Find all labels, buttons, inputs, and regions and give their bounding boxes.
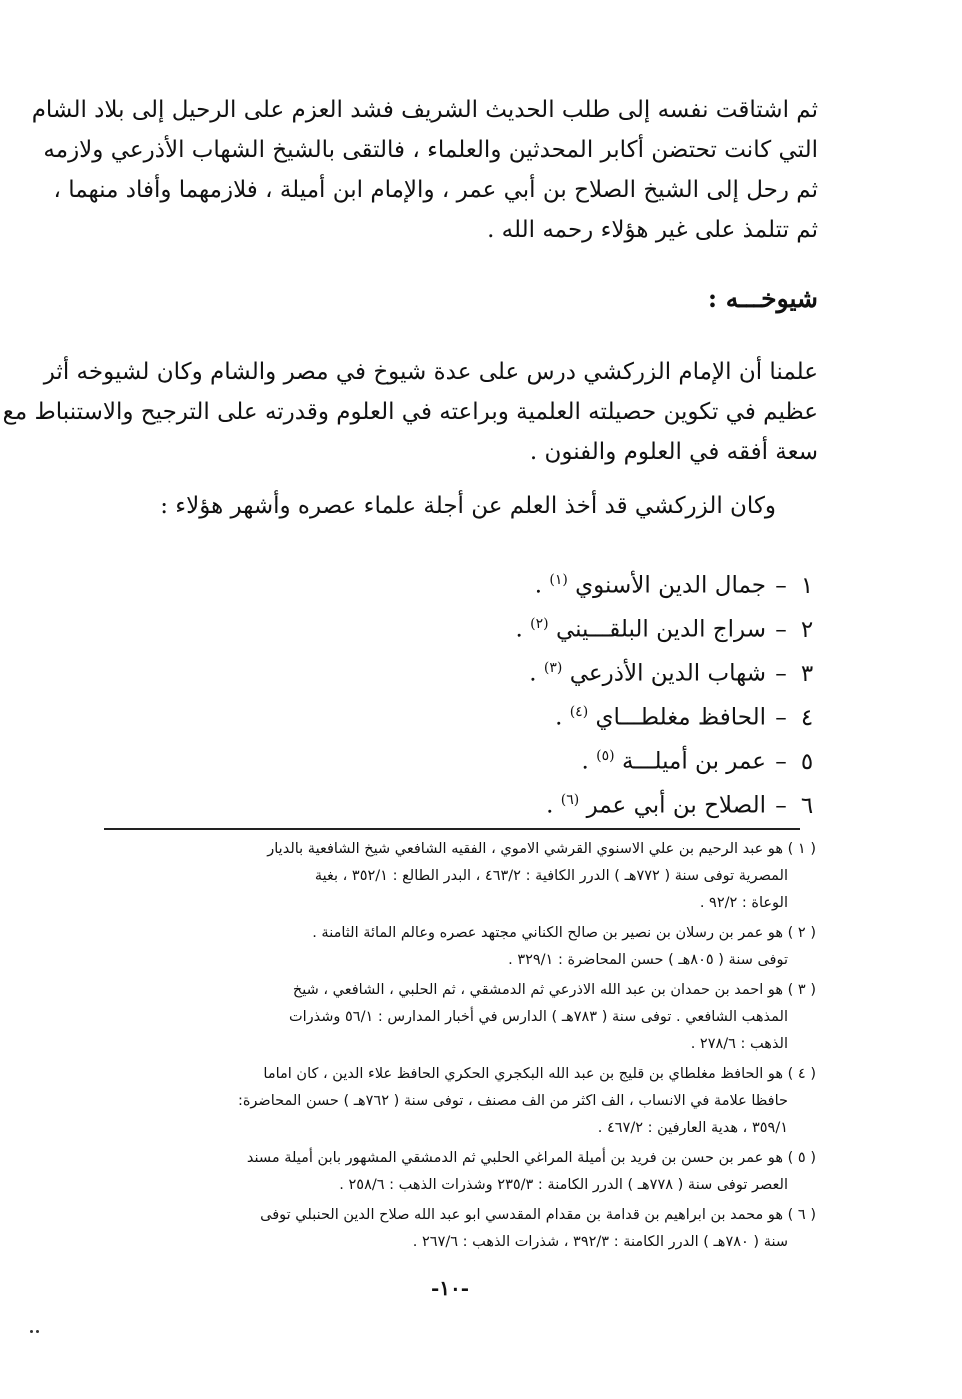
paragraph-line: التي كانت تحتضن أكابر المحدثين والعلماء ، فالتقى بالشيخ الشهاب الأذرعي ولازمه — [43, 137, 818, 163]
footnote-line: حافظا علامة في الانساب ، الف اكثر من الف مصنف ، توفى سنة ( ٧٦٢هـ ) حسن المحاضرة: — [237, 1093, 788, 1109]
item-number: ٦ — [800, 792, 814, 819]
item-number: ٥ — [800, 748, 814, 775]
footnote-line: الذهب : ٢٧٨/٦ . — [690, 1036, 788, 1052]
footnote — [104, 1061, 816, 1142]
footnote — [104, 920, 816, 974]
sheikh-name: الحافظ مغلطـــاي — [595, 704, 766, 731]
paragraph-line: علمنا أن الإمام الزركشي درس على عدة شيوخ في مصر والشام وكان لشيوخه أثر — [43, 359, 818, 385]
footnote-line: الوعاة : ٩٢/٢ . — [699, 895, 788, 911]
footnote-ref[interactable]: (١) — [549, 572, 568, 588]
footnote-line: سنة ( ٧٨٠هـ ) الدرر الكامنة : ٣٩٢/٣ ، شذرات الذهب : ٢٦٧/٦ . — [412, 1234, 788, 1250]
footnote-ref[interactable]: (٦) — [560, 792, 580, 808]
list-item: ٦–الصلاح بن أبي عمر $^{(٦)}$ . — [516, 778, 818, 822]
list-item: ٣–شهاب الدين الأذرعي $^{(٣)}$ . — [516, 646, 818, 690]
scan-speck-mark — [30, 1318, 44, 1322]
footnote-ref[interactable]: (٣) — [543, 660, 563, 676]
list-item: ٤–الحافظ مغلطـــاي $^{(٤)}$ . — [516, 690, 818, 734]
footnote — [104, 1145, 816, 1199]
list-item: ١–جمال الدين الأسنوي $^{(١)}$ . — [516, 558, 818, 602]
footnote-ref[interactable]: (٢) — [530, 616, 549, 632]
sheikh-name: عمر بن أميلـــة — [621, 748, 766, 775]
sheikh-name: الصلاح بن أبي عمر — [586, 792, 766, 819]
footnote-line: ( ١ ) هو عبد الرحيم بن علي الاسنوي القرشي الاموي ، الفقيه الشافعي شيخ الشافعية بالديار — [267, 841, 816, 857]
paragraph-line: ثم تتلمذ على غير هؤلاء رحمه الله . — [487, 217, 818, 243]
footnote-line: ٣٥٩/١ ، هدية العارفين : ٤٦٧/٢ . — [597, 1120, 788, 1136]
page-number: -١٠- — [430, 1276, 470, 1300]
footnotes — [104, 836, 816, 1259]
footnote-ref[interactable]: (٥) — [596, 748, 615, 764]
footnote-line: توفى سنة ( ٨٠٥هـ ) حسن المحاضرة : ٣٢٩/١ . — [508, 952, 788, 968]
footnote-line: ( ٦ ) هو محمد بن ابراهيم بن قدامة بن مقدام المقدسي ابو عبد الله صلاح الدين الحنبلي توفى — [260, 1207, 816, 1223]
list-item: ٥–عمر بن أميلـــة $^{(٥)}$ . — [516, 734, 818, 778]
list-item: ٢–سراج الدين البلقـــيني $^{(٢)}$ . — [516, 602, 818, 646]
footnote — [104, 836, 816, 917]
sheikh-name: جمال الدين الأسنوي — [575, 572, 766, 599]
paragraph-line: ثم اشتاقت نفسه إلى طلب الحديث الشريف فشد العزم على الرحيل إلى بلاد الشام — [31, 97, 818, 123]
footnote-line: ( ٤ ) هو الحافظ مغلطاي بن قليج بن عبد الله البكجري الحكري الحافظ علاء الدين ، كان اماما — [263, 1066, 816, 1082]
sheikh-name: سراج الدين البلقـــيني — [555, 616, 766, 643]
footnote-line: ( ٢ ) هو عمر بن رسلان بن نصير بن صالح الكناني مجتهد عصره وعالم المائة الثامنة . — [312, 925, 816, 941]
item-dash: – — [775, 748, 787, 775]
footnote-line: ( ٥ ) هو عمر بن حسن بن فريد بن أميلة المراغي الحلبي ثم الدمشقي المشهور بابن أميلة مسند — [246, 1150, 816, 1166]
sheikhs-list — [516, 558, 818, 822]
list-intro: وكان الزركشي قد أخذ العلم عن أجلة علماء عصره وأشهر هؤلاء : — [160, 493, 776, 519]
footnote-divider — [104, 828, 800, 830]
paragraph-sheikhs-intro — [2, 352, 818, 472]
item-dash: – — [775, 660, 787, 687]
section-heading-sheikhs: شيوخـــه : — [707, 284, 818, 313]
footnote-line: العصر توفى سنة ( ٧٧٨هـ ) الدرر الكامنة : ٢٣٥/٣ وشذرات الذهب : ٢٥٨/٦ . — [339, 1177, 788, 1193]
footnote-ref[interactable]: (٤) — [569, 704, 589, 720]
item-dash: – — [775, 792, 787, 819]
item-number: ٤ — [800, 704, 814, 731]
paragraph-line: عظيم في تكوين حصيلته العلمية وبراعته في العلوم وقدرته على الترجيح والاستنباط مع — [2, 399, 818, 425]
paragraph-line: ثم رحل إلى الشيخ الصلاح بن أبي عمر ، والإمام ابن أميلة ، فلازمهما وأفاد منهما ، — [53, 177, 818, 203]
item-number: ٢ — [800, 616, 814, 643]
item-dash: – — [775, 572, 787, 599]
item-dash: – — [775, 704, 787, 731]
footnote-line: المصرية توفى سنة ( ٧٧٢هـ ) الدرر الكافية : ٤٦٣/٢ ، البدر الطالع : ٣٥٢/١ ، بغية — [314, 868, 788, 884]
item-number: ٣ — [800, 660, 814, 687]
footnote-line: المذهب الشافعي . توفى سنة ( ٧٨٣هـ ) الدارس في أخبار المدارس : ٥٦/١ وشذرات — [288, 1009, 788, 1025]
sheikh-name: شهاب الدين الأذرعي — [569, 660, 766, 687]
paragraph-travels — [31, 90, 818, 250]
paragraph-line: سعة أفقه في العلوم والفنون . — [529, 439, 818, 465]
item-dash: – — [775, 616, 787, 643]
footnote-line: ( ٣ ) هو احمد بن حمدان بن عبد الله الاذرعي ثم الدمشقي ، ثم الحلبي ، الشافعي ، شيخ — [292, 982, 816, 998]
footnote — [104, 1202, 816, 1256]
footnote — [104, 977, 816, 1058]
item-number: ١ — [800, 572, 814, 599]
